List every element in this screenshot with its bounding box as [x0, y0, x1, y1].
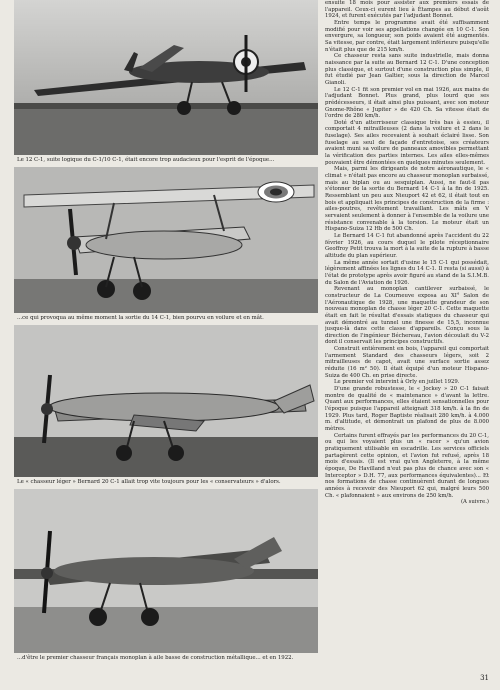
photo-bernard-14-c1	[14, 167, 318, 313]
paragraph: Construit entièrement en bois, l'appareil qui comportait l'armement Standard des chasseurs légers, soit 2 mitrailleuses de capot, avait une surface sortie assez réduite (16 m² 50). Il était équipé d'un moteur Hispano-Suiza de 400 Ch. en prise directe.	[325, 346, 489, 379]
photo-column	[14, 0, 318, 665]
photo-bernard-20-c1	[14, 325, 318, 477]
paragraph: Doté d'un atterrisseur classique très bas à essieu, il comportait 4 mitrailleuses (2 dans la voilure et 2 dans le fuselage). Ses ailes recevaient à souhait éclairé lisse. Son fuselage au seul de façade d'entretoise, ses créateurs avaient muni sa voilure de panneaux amovibles permettant la vérification des parties internes. Les ailes elles-mêmes pouvaient être démontées en quelques minutes seulement.	[325, 119, 489, 166]
aircraft-photo-2	[14, 167, 318, 313]
paragraph: D'une grande robustesse, le « Jockey » 20 C-1 faisait montre de qualité de « maintenance » d'avant la lettre. Quant aux performances, elles étaient sensationnelles pour l'époque puisque l'appareil atteignait 318 km/h. à la fin de 1929. Plus tard, Roger Baptiste réalisait 280 km/h. à 4.000 m. d'altitude, et démontrait un plafond de plus de 8.000 mètres.	[325, 386, 489, 432]
paragraph: La même année sortait d'usine le 15 C-1 qui possédait, légèrement affinées les lignes du 14 C-1. Il resta (si aussi) à l'état de prototype après avoir figuré au stand de la S.I.M.B. du Salon de l'Aviation de 1926.	[325, 259, 489, 286]
paragraph: Le premier vol intervint à Orly en juillet 1929.	[334, 379, 460, 386]
photo-bernard-12-c1	[14, 0, 318, 155]
continued-note: (A suivre.)	[460, 499, 489, 506]
caption-1: Le 12 C-1, suite logique du C-1/10 C-1, était encore trop audacieux pour l'esprit de l'époque...	[17, 157, 275, 163]
aircraft-photo-4	[14, 489, 318, 653]
photo-bernard-20-c1-ground	[14, 489, 318, 653]
aircraft-photo-3	[14, 325, 318, 477]
caption-2: ...ce qui provoqua au même moment la sortie du 14 C-1, bien pourvu en voilure et en mât.	[17, 315, 264, 321]
caption-3: Le « chasseur léger » Bernard 20 C-1 allait trop vite toujours pour les « conservateurs » d'alors.	[17, 479, 281, 485]
paragraph: Revenant au monoplan cantilever surbaissé, le constructeur de La Courneuve exposa au XI° Salon de l'Aéronautique de 1928, une maquette grandeur de son nouveau monoplan de chasse léger 20 C-1. Cette maquette était en fait le résultat d'essais statiques du chasseur qui avait démontré au tunnel une finesse de 15,5, inconnue jusque-là dans cette classe d'appareils. Conçu sous la direction de l'ingénieur Béchereau, l'avion découlait du V-2 dont il conservait les principes constructifs.	[325, 286, 489, 346]
paragraph: Le 12 C-1 fit son premier vol en mai 1926, aux mains de l'adjudant Bonnet. Plus grand, plus lourd que ses prédécesseurs, il était ainsi plus puissant, avec son moteur Gnome-Rhône « Jupiter » de 420 Ch. Sa vitesse était de l'ordre de 280 km/h.	[325, 86, 489, 120]
article-text-column	[325, 0, 489, 690]
paragraph: ensuite 18 mois pour assister aux premiers essais de l'appareil. Ceux-ci eurent lieu à Étampes au début d'août 1924, et furent exécutés par l'adjudant Bonnet.	[325, 0, 489, 20]
paragraph: Entre temps le programme avait été suffisamment modifié pour voir ses appellations changée en 10 C-1. Son envergure, sa longueur, son poids avaient été augmentés. Sa vitesse, par contre, était largement inférieure puisqu'elle n'était plus que de 215 km/h.	[325, 19, 489, 53]
caption-4: ...d'être le premier chasseur français monoplan à aile basse de construction métallique... et en 1922.	[17, 655, 294, 661]
paragraph: Le Bernard 14 C-1 fut abandonné après l'accident du 22 février 1926, au cours duquel le pilote réceptionnaire Geoffroy Petit trouva la mort à la suite de la rupture à basse altitude du plan supérieur.	[325, 232, 489, 259]
paragraph: Certains furent effrayés par les performances du 20 C-1, ou qui les voyaient plus un « racer » qu'un avion pratiquement utilisable en escadrille. Les services officiels partagèrent cette opinion, et l'avion fut refusé, après 18 mois d'essais. (Il est vrai qu'en Angleterre, à la même époque, De Havilland n'eut pas plus de chance avec son « Interceptor » D.H. 77, aux performances équivalentes)... Et nos formations de chasse continuèrent durant de longues années à recevoir des Nieuport 62 qui, malgré leurs 500 Ch. « plafonnaient » aux environs de 250 km/h.	[325, 432, 489, 499]
paragraph: Mais, parmi les dirigeants de notre aéronautique, le « climat » n'était pas encore au chasseur monoplan surbaissé, mais au biplan ou au sesquiplan. Aussi, ne faut-il pas s'étonner de la sortie du Bernard 14 C-1 à la fin de 1925. Ressemblant un peu aux Nieuport 42 et 62, il était tout en bois et appliquait les principes de construction de la firme : ailes-poutres, revêtement travaillant. Les mâts en V servaient seulement à donner à l'ensemble de la voilure une résistance convenable à la torsion. Le moteur était un Hispano-Suiza 12 Hb de 500 Ch.	[325, 166, 489, 233]
page-number: 31	[480, 674, 489, 682]
paragraph: Ce chasseur resta sans suite industrielle, mais donna naissance par la suite au Bernard 12 C-1. D'une conception plus classique, et surtout d'une construction plus simple, il fut étudié par Jean Galtier, sous la direction de Marcel Gianoli.	[325, 53, 489, 86]
aircraft-photo-1	[14, 0, 318, 155]
